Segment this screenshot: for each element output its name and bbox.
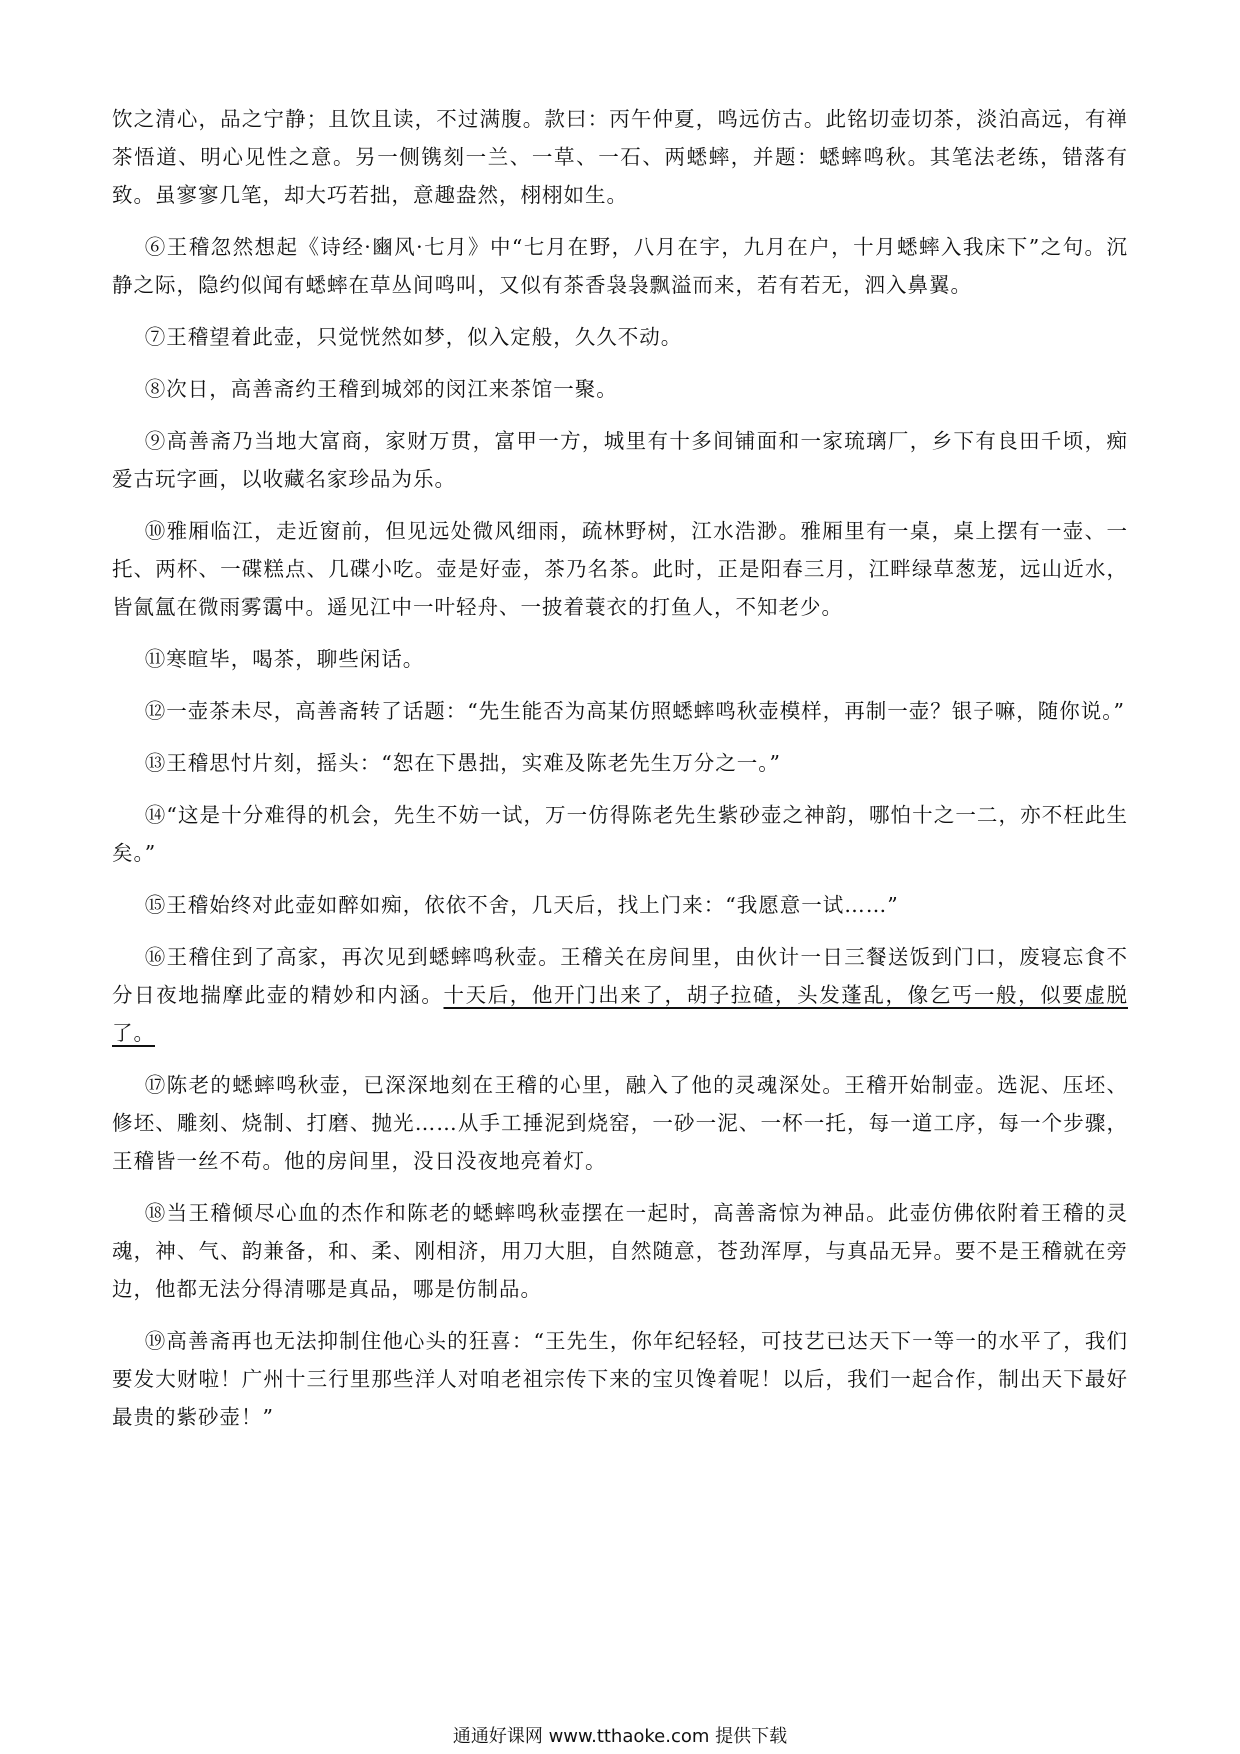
- paragraph-11: ⑪寒暄毕，喝茶，聊些闲话。: [144, 647, 425, 671]
- paragraph-19: ⑲高善斋再也无法抑制住他心头的狂喜：“王先生，你年纪轻轻，可技艺已达天下一等一的水平了，我们要发大财啦！广州十三行里那些洋人对咱老祖宗传下来的宝贝馋着呢！以后，我们一起合作，制出天下最好最贵的紫砂壶！”: [112, 1329, 1128, 1429]
- document-body: [112, 100, 1128, 1450]
- paragraph-16: [112, 938, 1128, 1052]
- paragraph-14: ⑭“这是十分难得的机会，先生不妨一试，万一仿得陈老先生紫砂壶之神韵，哪怕十之一二，亦不枉此生矣。”: [112, 803, 1128, 865]
- paragraph-12: ⑫一壶茶未尽，高善斋转了话题：“先生能否为高某仿照蟋蟀鸣秋壶模样，再制一壶？银子嘛，随你说。”: [144, 699, 1126, 723]
- paragraph-10: ⑩雅厢临江，走近窗前，但见远处微风细雨，疏林野树，江水浩渺。雅厢里有一桌，桌上摆有一壶、一托、两杯、一碟糕点、几碟小吃。壶是好壶，茶乃名茶。此时，正是阳春三月，江畔绿草葱茏，远山近水，皆氤氲在微雨雾霭中。遥见江中一叶轻舟、一披着蓑衣的打鱼人，不知老少。: [112, 519, 1128, 619]
- paragraph-13: ⑬王稽思忖片刻，摇头：“恕在下愚拙，实难及陈老先生万分之一。”: [144, 751, 782, 775]
- footer-watermark: 通通好课网 www.tthaoke.com 提供下载: [452, 1726, 788, 1747]
- paragraph-6: ⑥王稽忽然想起《诗经·豳风·七月》中“七月在野，八月在宇，九月在户，十月蟋蟀入我床下”之句。沉静之际，隐约似闻有蟋蟀在草丛间鸣叫，又似有茶香袅袅飘溢而来，若有若无，泗入鼻翼。: [112, 235, 1128, 297]
- paragraph-15: ⑮王稽始终对此壶如醉如痴，依依不舍，几天后，找上门来：“我愿意一试……”: [144, 893, 899, 917]
- paragraph-16-text: ⑯王稽住到了高家，再次见到蟋蟀鸣秋壶。王稽关在房间里，由伙计一日三餐送饭到门口，废寝忘食不分日夜地揣摩此壶的精妙和内涵。: [112, 945, 1128, 1007]
- paragraph-9: ⑨高善斋乃当地大富商，家财万贯，富甲一方，城里有十多间铺面和一家琉璃厂，乡下有良田千顷，痴爱古玩字画，以收藏名家珍品为乐。: [112, 429, 1128, 491]
- underlined-sentence: 十天后，他开门出来了，胡子拉碴，头发蓬乱，像乞丐一般，似要虚脱了。: [112, 983, 1128, 1045]
- paragraph-17: ⑰陈老的蟋蟀鸣秋壶，已深深地刻在王稽的心里，融入了他的灵魂深处。王稽开始制壶。选泥、压坯、修坯、雕刻、烧制、打磨、抛光……从手工捶泥到烧窑，一砂一泥、一杯一托，每一道工序，每一个步骤，王稽皆一丝不苟。他的房间里，没日没夜地亮着灯。: [112, 1073, 1128, 1173]
- paragraph-continued: 饮之清心，品之宁静；且饮且读，不过满腹。款曰：丙午仲夏，鸣远仿古。此铭切壶切茶，淡泊高远，有禅茶悟道、明心见性之意。另一侧镌刻一兰、一草、一石、两蟋蟀，并题：蟋蟀鸣秋。其笔法老练，错落有致。虽寥寥几笔，却大巧若拙，意趣盎然，栩栩如生。: [112, 107, 1128, 207]
- paragraph-18: ⑱当王稽倾尽心血的杰作和陈老的蟋蟀鸣秋壶摆在一起时，高善斋惊为神品。此壶仿佛依附着王稽的灵魂，神、气、韵兼备，和、柔、刚相济，用刀大胆，自然随意，苍劲浑厚，与真品无异。要不是王稽就在旁边，他都无法分得清哪是真品，哪是仿制品。: [112, 1201, 1128, 1301]
- paragraph-7: ⑦王稽望着此壶，只觉恍然如梦，似入定般，久久不动。: [144, 325, 683, 349]
- paragraph-8: ⑧次日，高善斋约王稽到城郊的闵江来茶馆一聚。: [144, 377, 618, 401]
